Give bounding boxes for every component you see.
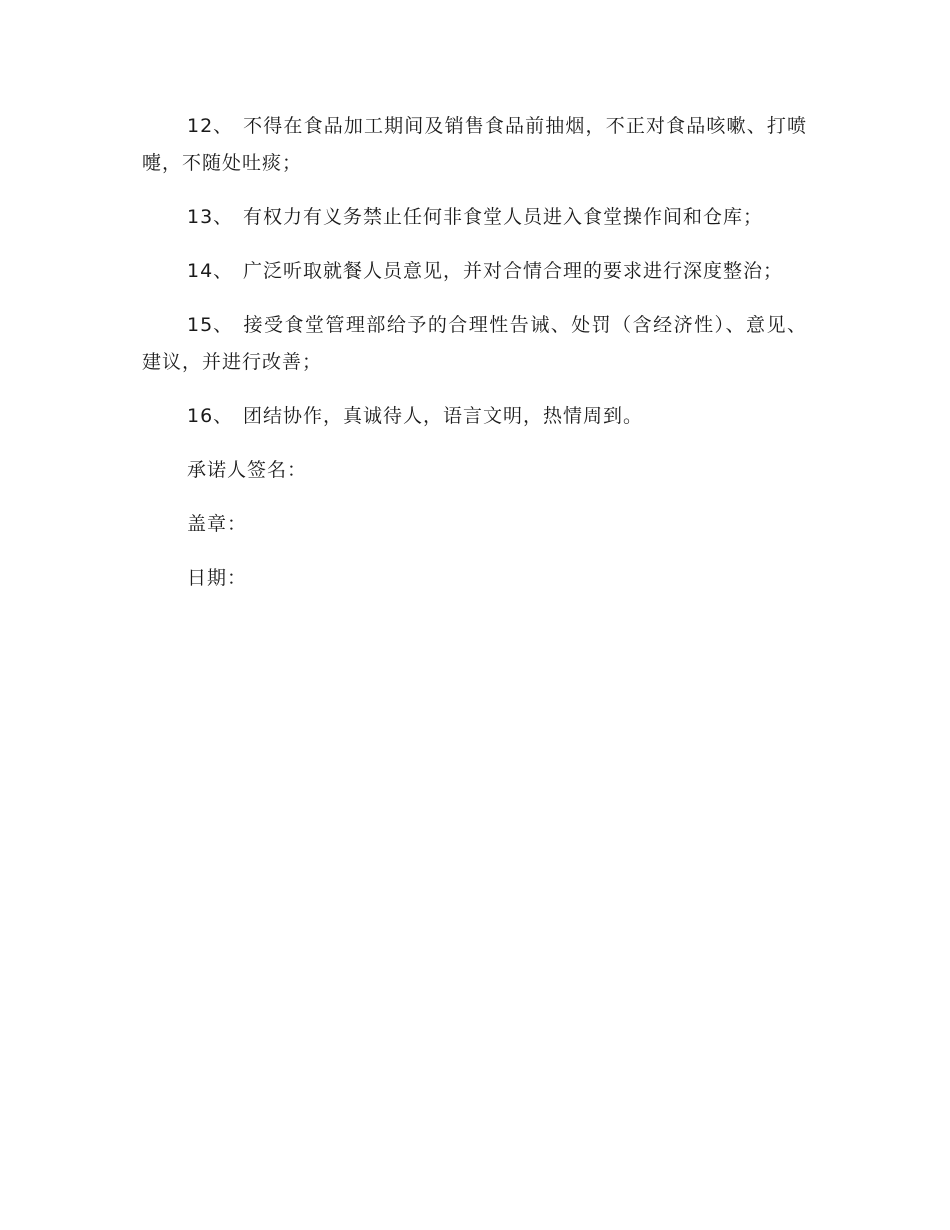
clause-number: 16、 xyxy=(187,405,234,427)
clause-15 xyxy=(142,307,807,381)
clause-16 xyxy=(142,398,807,435)
clause-number: 12、 xyxy=(187,115,234,137)
date-label: 日期： xyxy=(187,567,248,589)
clause-text: 有权力有义务禁止任何非食堂人员进入食堂操作间和仓库； xyxy=(243,206,764,228)
clause-number: 13、 xyxy=(187,206,234,228)
signature-label: 承诺人签名： xyxy=(187,459,308,481)
clause-number: 15、 xyxy=(187,314,234,336)
clause-text: 接受食堂管理部给予的合理性告诫、处罚（含经济性）、意见、建议，并进行改善； xyxy=(142,314,807,373)
document-body xyxy=(142,108,807,614)
clause-text: 不得在食品加工期间及销售食品前抽烟，不正对食品咳嗽、打喷嚏，不随处吐痰； xyxy=(142,115,807,174)
seal-label: 盖章： xyxy=(187,513,248,535)
clause-14 xyxy=(142,253,807,290)
clause-text: 团结协作，真诚待人，语言文明，热情周到。 xyxy=(243,405,644,427)
clause-13 xyxy=(142,199,807,236)
clause-text: 广泛听取就餐人员意见，并对合情合理的要求进行深度整治； xyxy=(243,260,784,282)
clause-12 xyxy=(142,108,807,182)
clause-number: 14、 xyxy=(187,260,234,282)
